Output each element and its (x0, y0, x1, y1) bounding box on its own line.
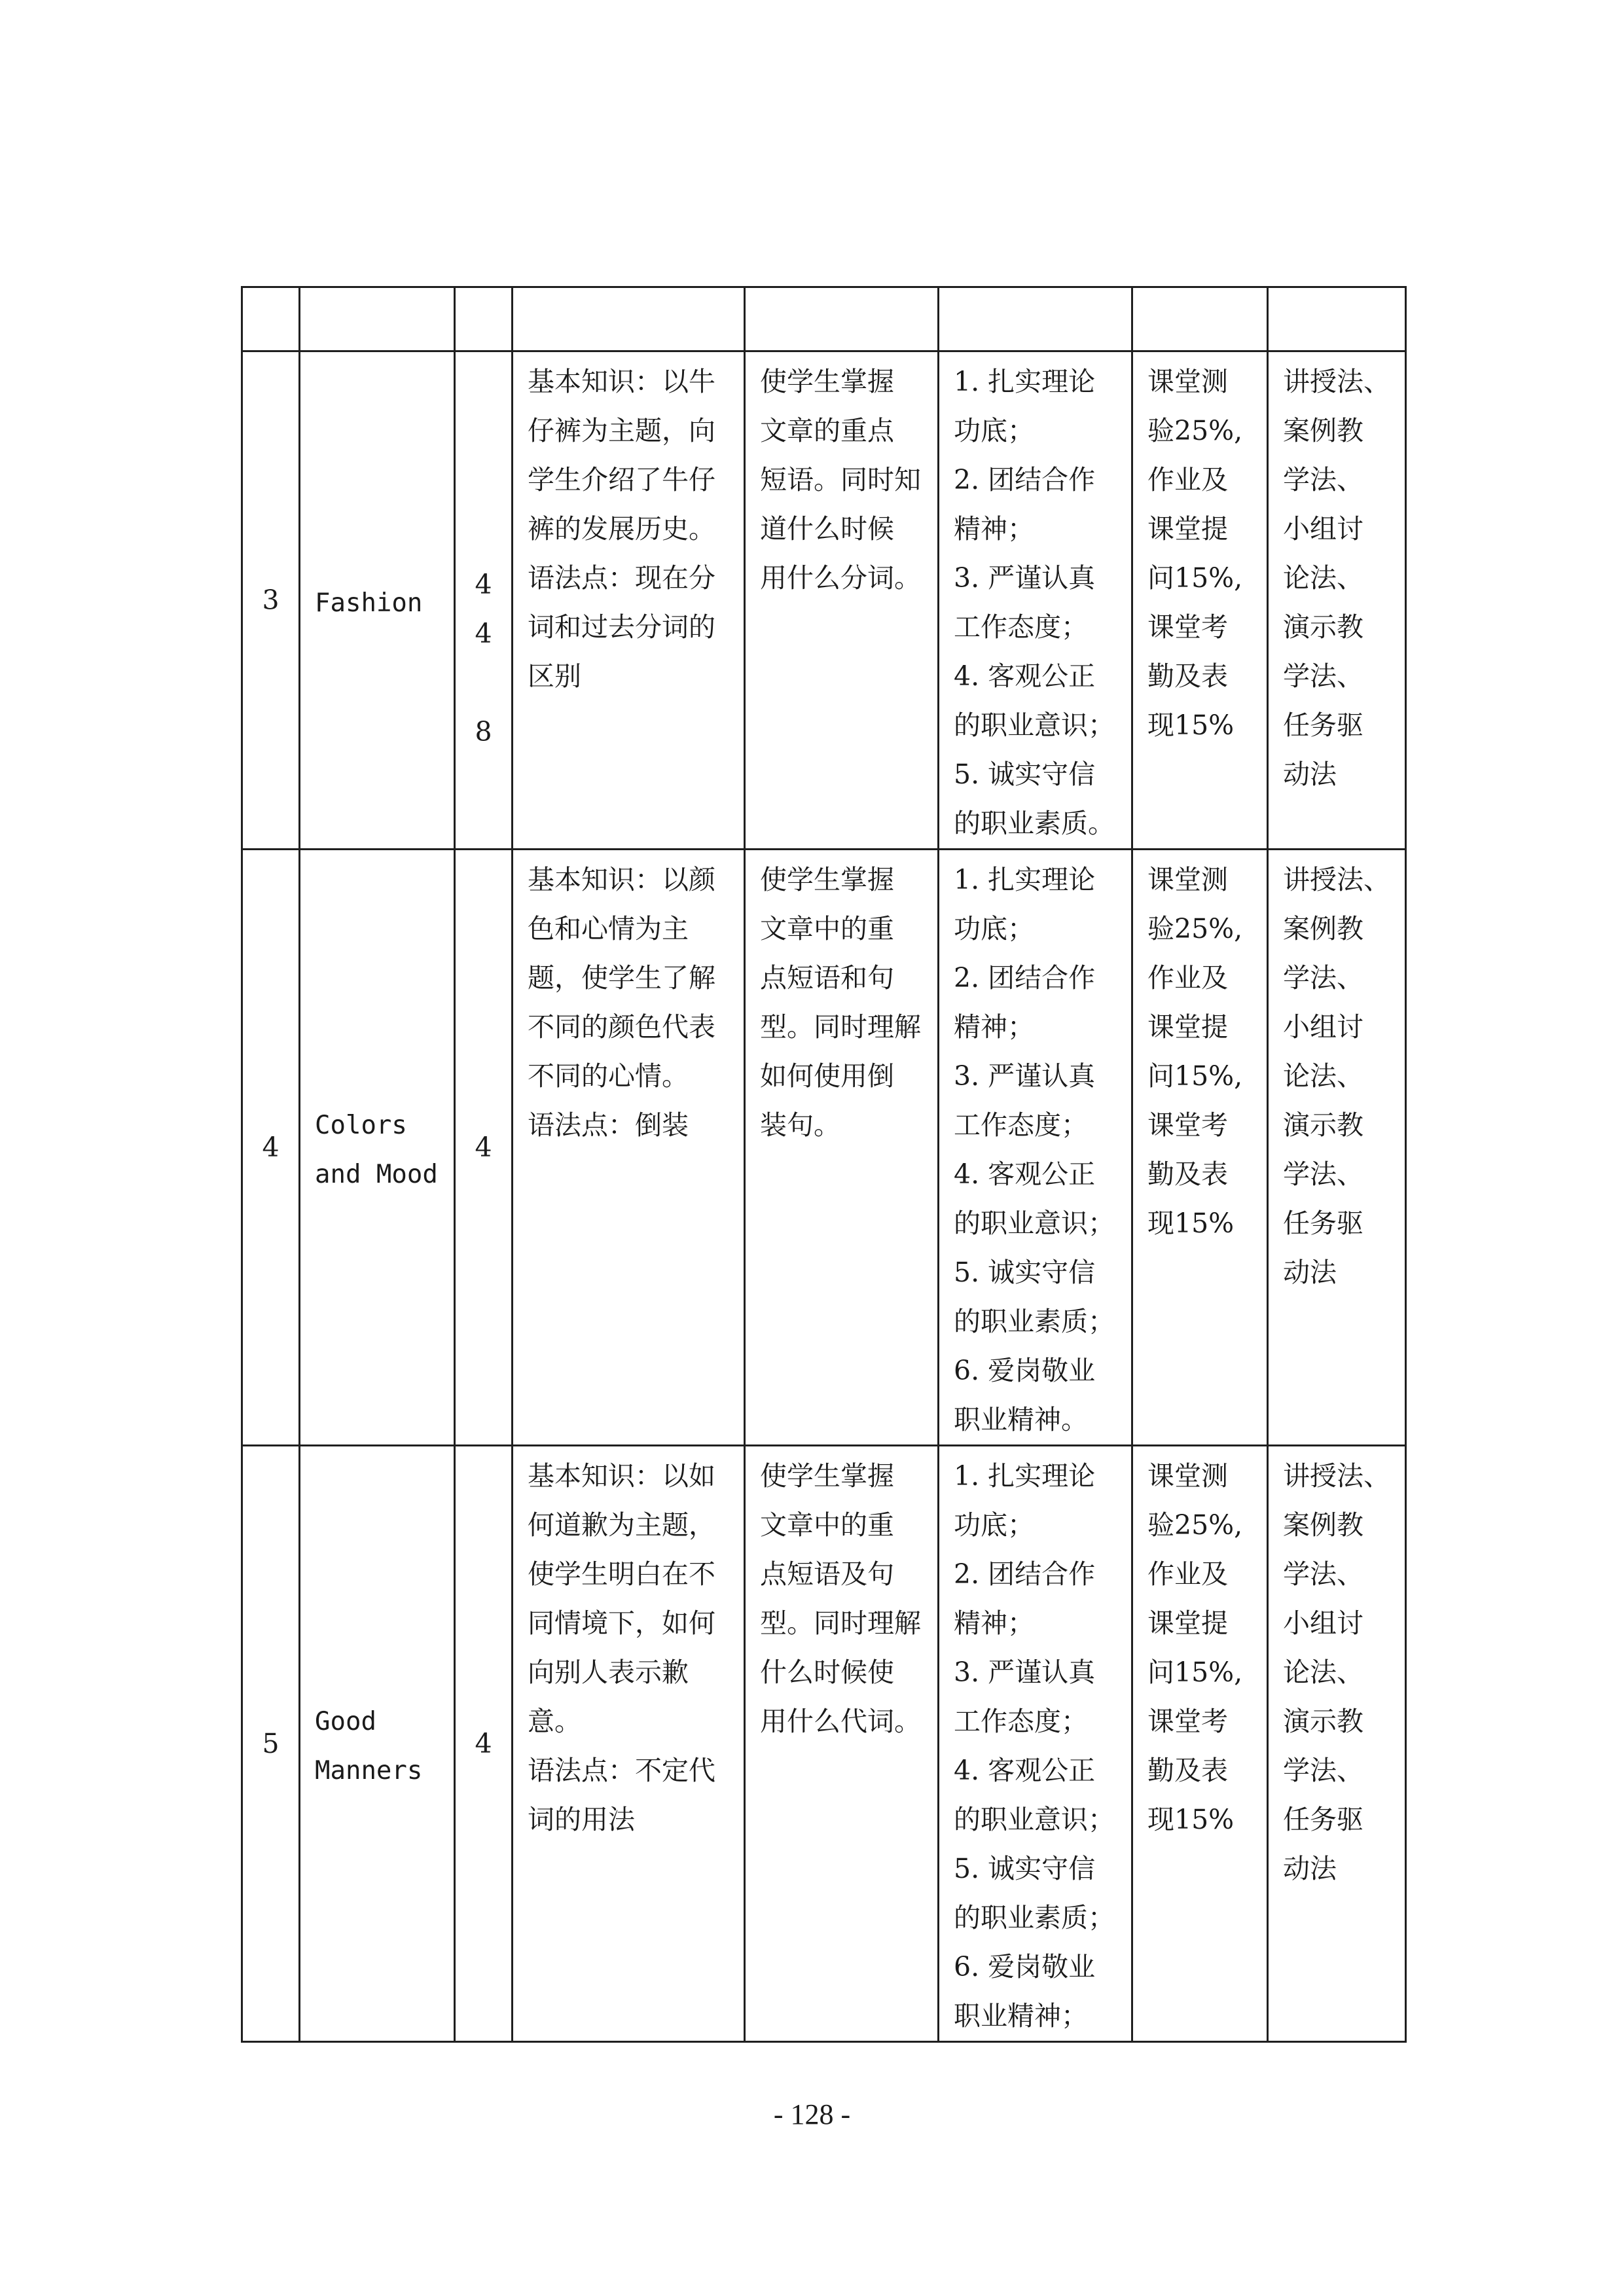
cell-line: 讲授法、 (1283, 1460, 1390, 1492)
cell-line: 3. 严谨认真 (954, 1060, 1096, 1092)
assessment-cell (1132, 351, 1268, 850)
cell-line: 6. 爱岗敬业 (954, 1355, 1096, 1386)
teaching-methods (1269, 850, 1405, 1297)
cell-line: 现15% (1147, 709, 1235, 741)
cell-line: 课堂测 (1147, 864, 1228, 895)
assessment-cell (1132, 1446, 1268, 2042)
cell-line (456, 658, 511, 708)
cell-line: 验25%, (1147, 1509, 1243, 1541)
cell-line: 验25%, (1147, 913, 1243, 944)
header-cell (1132, 287, 1268, 351)
cell-line: 的职业素质； (954, 1306, 1115, 1337)
cell-line: 工作态度； (954, 1706, 1088, 1737)
cell-line: 点短语和句 (760, 962, 894, 994)
teaching-content (513, 1446, 744, 1844)
cell-line: 用什么分词。 (760, 562, 921, 594)
teaching-methods (1269, 1446, 1405, 1893)
cell-line: 课堂考 (1147, 1706, 1228, 1737)
cell-line: 意。 (528, 1706, 581, 1737)
teaching-goals (746, 850, 937, 1150)
cell-line: 5. 诚实守信 (954, 1853, 1096, 1884)
cell-line: 什么时候使 (760, 1657, 894, 1688)
cell-line: 课堂提 (1147, 1011, 1228, 1043)
ideology-goals-cell (939, 850, 1132, 1446)
cell-line: 的职业素质。 (954, 808, 1115, 839)
cell-line: 5. 诚实守信 (954, 759, 1096, 790)
cell-line: Manners (315, 1756, 423, 1785)
header-cell (455, 287, 513, 351)
header-cell (939, 287, 1132, 351)
cell-line: 勤及表 (1147, 1755, 1228, 1786)
cell-line: 职业精神。 (954, 1404, 1088, 1435)
cell-line: 案例教 (1283, 1509, 1363, 1541)
class-hours (456, 1123, 511, 1172)
cell-line: 区别 (528, 660, 581, 692)
cell-line: 8 (475, 716, 492, 747)
cell-line: 演示教 (1283, 1109, 1363, 1141)
cell-line: 学法、 (1283, 660, 1363, 692)
header-cell (300, 287, 455, 351)
cell-line: 课堂提 (1147, 1607, 1228, 1639)
header-cell (513, 287, 745, 351)
unit-number: 5 (262, 1727, 280, 1759)
cell-line: 现15% (1147, 1804, 1235, 1835)
ideology-goals (939, 1446, 1131, 2041)
table-row (242, 351, 1406, 850)
class-hours-cell (455, 351, 513, 850)
cell-line: 案例教 (1283, 913, 1363, 944)
cell-line: 案例教 (1283, 415, 1363, 446)
unit-topic-cell (300, 850, 455, 1446)
cell-line: 1. 扎实理论 (954, 1460, 1096, 1492)
cell-line: 学法、 (1283, 1158, 1363, 1190)
cell-line: 工作态度； (954, 611, 1088, 643)
cell-line: 4. 客观公正 (954, 1158, 1096, 1190)
cell-line: 讲授法、 (1283, 864, 1390, 895)
unit-topic (300, 1692, 454, 1795)
cell-line: 学法、 (1283, 464, 1363, 495)
cell-line: 小组讨 (1283, 1011, 1363, 1043)
table-row (242, 1446, 1406, 2042)
cell-line: 作业及 (1147, 1558, 1228, 1590)
cell-line: 动法 (1283, 1853, 1337, 1884)
cell-line: 使学生掌握 (760, 366, 894, 397)
unit-topic (300, 1096, 454, 1199)
cell-line: 的职业意识； (954, 1804, 1115, 1835)
unit-number: 3 (262, 584, 280, 616)
cell-line: 向别人表示歉 (528, 1657, 689, 1688)
cell-line: 的职业意识； (954, 1208, 1115, 1239)
teaching-goals-cell (745, 850, 939, 1446)
teaching-content (513, 352, 744, 701)
cell-line: 课堂考 (1147, 1109, 1228, 1141)
cell-line: 功底； (954, 415, 1034, 446)
cell-line: 文章中的重 (760, 913, 894, 944)
methods-cell (1268, 1446, 1406, 2042)
cell-line: Fashion (315, 588, 423, 618)
ideology-goals (939, 850, 1131, 1444)
cell-line: 词的用法 (528, 1804, 635, 1835)
cell-line: 4. 客观公正 (954, 660, 1096, 692)
cell-line: 2. 团结合作 (954, 962, 1096, 994)
cell-line: 精神； (954, 1607, 1034, 1639)
cell-line: 2. 团结合作 (954, 1558, 1096, 1590)
cell-line: 精神； (954, 513, 1034, 545)
cell-line: 功底； (954, 1509, 1034, 1541)
cell-line: 职业精神； (954, 2000, 1088, 2032)
table-row (242, 850, 1406, 1446)
cell-line: 色和心情为主 (528, 913, 689, 944)
page-number: - 128 - (773, 2098, 851, 2130)
unit-topic-cell (300, 1446, 455, 2042)
cell-line: 不同的颜色代表 (528, 1011, 715, 1043)
cell-line: 勤及表 (1147, 660, 1228, 692)
unit-topic-cell (300, 351, 455, 850)
syllabus-table (241, 286, 1407, 2043)
methods-cell (1268, 850, 1406, 1446)
cell-line: 学法、 (1283, 1558, 1363, 1590)
teaching-content-cell (513, 1446, 745, 2042)
cell-line: 装句。 (760, 1109, 840, 1141)
teaching-goals-cell (745, 1446, 939, 2042)
table-header-row (242, 287, 1406, 351)
cell-line: 3. 严谨认真 (954, 562, 1096, 594)
cell-line: 2. 团结合作 (954, 464, 1096, 495)
cell-line: 讲授法、 (1283, 366, 1390, 397)
cell-line: 演示教 (1283, 1706, 1363, 1737)
cell-line: 语法点：不定代 (528, 1755, 715, 1786)
cell-line: 4 (475, 1131, 492, 1163)
cell-line: and Mood (315, 1160, 438, 1189)
cell-line: 基本知识：以如 (528, 1460, 715, 1492)
cell-line: 问15%, (1147, 562, 1243, 594)
unit-topic (300, 573, 454, 628)
cell-line: 4 (475, 569, 492, 600)
cell-line: 学法、 (1283, 1755, 1363, 1786)
cell-line: 任务驱 (1283, 709, 1363, 741)
cell-line: 题，使学生了解 (528, 962, 715, 994)
header-cell (1268, 287, 1406, 351)
assessment (1133, 850, 1267, 1248)
teaching-content-cell (513, 850, 745, 1446)
cell-line: 4. 客观公正 (954, 1755, 1096, 1786)
cell-line: 精神； (954, 1011, 1034, 1043)
unit-number-cell (242, 850, 300, 1446)
cell-line: 作业及 (1147, 962, 1228, 994)
cell-line: 同情境下，如何 (528, 1607, 715, 1639)
teaching-methods (1269, 352, 1405, 799)
cell-line: 课堂测 (1147, 1460, 1228, 1492)
cell-line: 使学生掌握 (760, 1460, 894, 1492)
cell-line: 工作态度； (954, 1109, 1088, 1141)
teaching-goals (746, 352, 937, 603)
cell-line: 4 (475, 1727, 492, 1759)
cell-line: 1. 扎实理论 (954, 864, 1096, 895)
cell-line: 勤及表 (1147, 1158, 1228, 1190)
teaching-content (513, 850, 744, 1150)
cell-line: 不同的心情。 (528, 1060, 689, 1092)
teaching-goals (746, 1446, 937, 1746)
cell-line: 动法 (1283, 1257, 1337, 1288)
cell-line: 论法、 (1283, 562, 1363, 594)
cell-line: 论法、 (1283, 1060, 1363, 1092)
cell-line: 用什么代词。 (760, 1706, 921, 1737)
cell-line: 短语。同时知 (760, 464, 921, 495)
cell-line: 学法、 (1283, 962, 1363, 994)
teaching-goals-cell (745, 351, 939, 850)
cell-line: 基本知识：以颜 (528, 864, 715, 895)
cell-line: 学生介绍了牛仔 (528, 464, 715, 495)
cell-line: 的职业素质； (954, 1902, 1115, 1933)
cell-line: 6. 爱岗敬业 (954, 1951, 1096, 1982)
cell-line: 点短语及句 (760, 1558, 894, 1590)
cell-line: 如何使用倒 (760, 1060, 894, 1092)
cell-line: 功底； (954, 913, 1034, 944)
cell-line: 5. 诚实守信 (954, 1257, 1096, 1288)
cell-line: 3. 严谨认真 (954, 1657, 1096, 1688)
class-hours (456, 352, 511, 757)
cell-line: 仔裤为主题，向 (528, 415, 715, 446)
cell-line: 问15%, (1147, 1657, 1243, 1688)
class-hours (456, 1719, 511, 1768)
cell-line: Colors (315, 1111, 407, 1140)
assessment-cell (1132, 850, 1268, 1446)
cell-line: 问15%, (1147, 1060, 1243, 1092)
cell-line: 语法点：倒装 (528, 1109, 689, 1141)
cell-line: 裤的发展历史。 (528, 513, 715, 545)
cell-line: 词和过去分词的 (528, 611, 715, 643)
header-cell (745, 287, 939, 351)
teaching-content-cell (513, 351, 745, 850)
assessment (1133, 1446, 1267, 1844)
class-hours-cell (455, 850, 513, 1446)
cell-line: 任务驱 (1283, 1208, 1363, 1239)
cell-line: 语法点：现在分 (528, 562, 715, 594)
unit-number-cell (242, 351, 300, 850)
cell-line: 演示教 (1283, 611, 1363, 643)
class-hours-cell (455, 1446, 513, 2042)
unit-number-cell (242, 1446, 300, 2042)
cell-line: 型。同时理解 (760, 1607, 921, 1639)
cell-line: 文章的重点 (760, 415, 894, 446)
cell-line: 任务驱 (1283, 1804, 1363, 1835)
cell-line: 型。同时理解 (760, 1011, 921, 1043)
cell-line: 使学生掌握 (760, 864, 894, 895)
cell-line: 1. 扎实理论 (954, 366, 1096, 397)
cell-line: 课堂提 (1147, 513, 1228, 545)
header-cell (242, 287, 300, 351)
cell-line: 何道歉为主题， (528, 1509, 715, 1541)
cell-line: 的职业意识； (954, 709, 1115, 741)
cell-line: 小组讨 (1283, 1607, 1363, 1639)
assessment (1133, 352, 1267, 750)
ideology-goals-cell (939, 351, 1132, 850)
cell-line: 使学生明白在不 (528, 1558, 715, 1590)
cell-line: 文章中的重 (760, 1509, 894, 1541)
cell-line: 小组讨 (1283, 513, 1363, 545)
methods-cell (1268, 351, 1406, 850)
ideology-goals-cell (939, 1446, 1132, 2042)
unit-number: 4 (262, 1131, 280, 1163)
cell-line: 课堂考 (1147, 611, 1228, 643)
cell-line: 课堂测 (1147, 366, 1228, 397)
cell-line: Good (315, 1707, 376, 1736)
cell-line: 验25%, (1147, 415, 1243, 446)
cell-line: 基本知识：以牛 (528, 366, 715, 397)
cell-line: 动法 (1283, 759, 1337, 790)
cell-line: 4 (475, 618, 492, 649)
cell-line: 现15% (1147, 1208, 1235, 1239)
cell-line: 论法、 (1283, 1657, 1363, 1688)
cell-line: 作业及 (1147, 464, 1228, 495)
ideology-goals (939, 352, 1131, 848)
cell-line: 道什么时候 (760, 513, 894, 545)
